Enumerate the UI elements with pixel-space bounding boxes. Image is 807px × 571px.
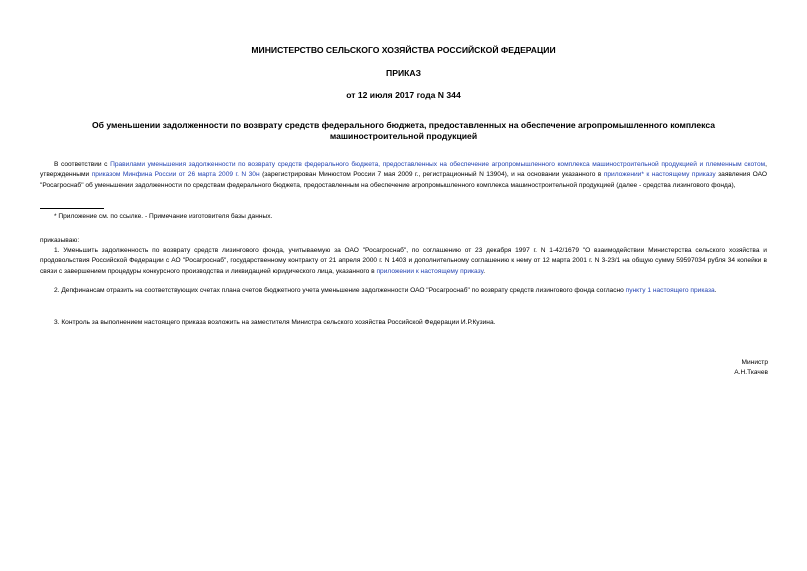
- item-1-link[interactable]: пункту 1 настоящего приказа: [625, 287, 715, 294]
- item2-text-2: .: [714, 287, 717, 294]
- intro-text-3: (зарегистрирован Минюстом России 7 мая 2009 г., регистрационный N 13904), и на основании указанного в: [259, 171, 604, 179]
- intro-paragraph: [40, 160, 767, 191]
- document-type: ПРИКАЗ: [386, 68, 421, 78]
- footnote-divider: [40, 208, 104, 209]
- order-item-1: [40, 246, 767, 277]
- ministry-title: МИНИСТЕРСТВО СЕЛЬСКОГО ХОЗЯЙСТВА РОССИЙСКОЙ ФЕДЕРАЦИИ: [251, 45, 556, 55]
- document-subject: Об уменьшении задолженности по возврату средств федерального бюджета, предоставленных на обеспечение агропромышленного комплекса машиностроительной продукцией: [91, 120, 716, 141]
- intro-text-4: заявления ОАО "Росагроснаб" об уменьшении задолженности по средствам федерального бюджета, предоставленным на обеспечение агропромышленного комплекса машиностроительной продукцией (далее - средства лизингового фонда),: [40, 171, 768, 189]
- item1-text-1: 1. Уменьшить задолженность по возврату средств лизингового фонда, учитываемую за ОАО "Росагроснаб", по соглашению от 23 декабря 1997 г. N 1-42/1679 "О взаимодействии Министерства сельского хозяйства и продовольствия Российской Федерации с АО "Росагроснаб", государственному контракту от 21 апреля 2000 г. N 1403 и дополнительному соглашению к нему от 12 марта 2001 г. N 3-23/1 на общую сумму 59597034 рубля 34 копейки в связи с завершением процедуры конкурсного производства и ликвидацией юридического лица, указанного в: [40, 247, 767, 275]
- appendix-link-2[interactable]: приложении к настоящему приказу: [376, 267, 484, 275]
- footnote: * Приложение см. по ссылке. - Примечание изготовителя базы данных.: [54, 213, 273, 220]
- rules-link[interactable]: Правилами уменьшения задолженности по возврату средств федерального бюджета, предоставленных на обеспечение агропромышленного комплекса машиностроительной продукцией и племенным скотом: [110, 161, 766, 168]
- intro-text-1: В соответствии с: [54, 161, 111, 168]
- order-item-2: [40, 286, 767, 296]
- intro-text-2: , утвержденными: [40, 161, 767, 179]
- orders-word: приказываю:: [40, 237, 80, 244]
- item2-text-1: 2. Депфинансам отразить на соответствующих счетах плана счетов бюджетного учета уменьшение задолженности ОАО "Росагроснаб" по возврату средств лизингового фонда согласно: [54, 287, 626, 294]
- appendix-link[interactable]: приложении* к настоящему приказу: [603, 171, 716, 179]
- signature-title: Министр: [741, 359, 768, 366]
- item1-text-2: .: [483, 267, 486, 275]
- minfin-order-link[interactable]: приказом Минфина России от 26 марта 2009 г. N 30н: [91, 171, 260, 179]
- order-item-3: 3. Контроль за выполнением настоящего приказа возложить на заместителя Министра сельского хозяйства Российской Федерации И.Р.Кузина.: [54, 319, 496, 326]
- signature-name: А.Н.Ткачев: [734, 369, 768, 376]
- document-date-number: от 12 июля 2017 года N 344: [346, 90, 461, 100]
